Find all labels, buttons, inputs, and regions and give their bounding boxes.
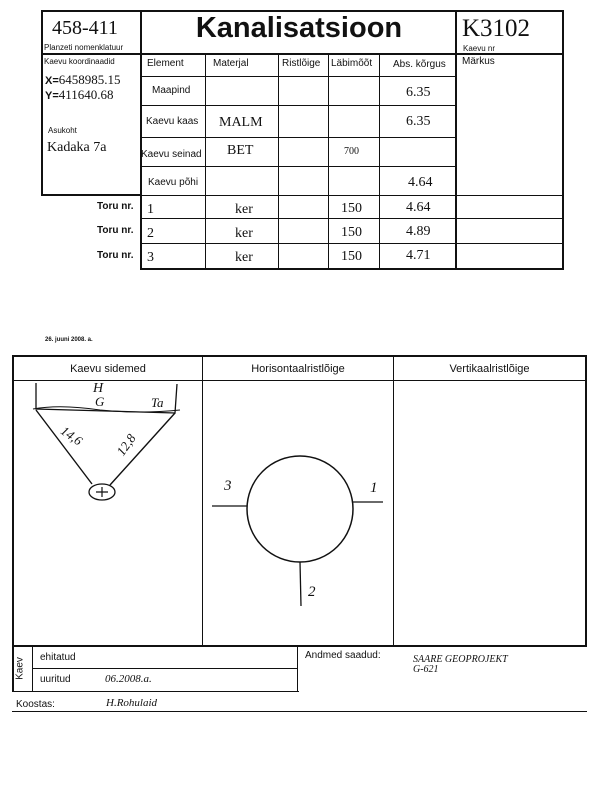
coord-x-value: 6458985.15 — [58, 72, 121, 87]
well-number-label: Kaevu nr — [463, 44, 496, 53]
data-from-label: Andmed saadud: — [305, 650, 381, 661]
pipe-label: Toru nr. — [97, 201, 134, 212]
hw-right-edge: 12,8 — [113, 431, 139, 459]
hw-h: H — [93, 381, 104, 396]
pipe-label: Toru nr. — [97, 250, 134, 261]
row-element: Maapind — [152, 85, 191, 96]
footer-side-label: Kaev — [14, 657, 26, 680]
data-from-value-2: G-621 — [413, 664, 439, 675]
hw-left-edge: 14,6 — [58, 422, 86, 449]
pipe-abs-height: 4.71 — [406, 248, 431, 263]
row-material: MALM — [219, 115, 263, 130]
row-element: Kaevu seinad — [141, 149, 202, 160]
pipe-diameter: 150 — [341, 225, 362, 240]
row-abs-height: 6.35 — [406, 114, 431, 129]
well-number: K3102 — [462, 15, 531, 42]
data-from-value-1: SAARE GEOPROJEKT — [413, 654, 508, 665]
date-line: 26. juuni 2008. a. — [45, 337, 93, 343]
pipe-diameter: 150 — [341, 201, 362, 216]
pipe-label: Toru nr. — [97, 225, 134, 236]
col-material: Materjal — [213, 58, 249, 69]
hw-g: G — [95, 394, 105, 409]
compiled-label: Koostas: — [16, 699, 55, 710]
col-abs-height: Abs. kõrgus — [393, 59, 446, 70]
col-diameter: Läbimõõt — [331, 58, 373, 69]
pipe-material: ker — [235, 250, 253, 265]
location-label: Asukoht — [48, 126, 77, 135]
coord-x-label: X= — [45, 75, 59, 87]
row-material: BET — [227, 143, 254, 158]
pipe-number: 1 — [147, 202, 154, 217]
hw-pipe-2: 2 — [308, 584, 316, 600]
row-diameter: 700 — [344, 146, 359, 157]
sketch-header-connections: Kaevu sidemed — [70, 363, 146, 375]
pipe-abs-height: 4.89 — [406, 224, 431, 239]
pipe-abs-height: 4.64 — [406, 200, 431, 215]
pipe-material: ker — [235, 202, 253, 217]
page-title: Kanalisatsioon — [195, 12, 403, 44]
nomenclature-value: 458-411 — [52, 17, 118, 39]
pipe-number: 3 — [147, 250, 154, 265]
coordinates-label: Kaevu koordinaadid — [44, 57, 115, 66]
surveyed-value: 06.2008.a. — [105, 673, 152, 685]
location-value: Kadaka 7a — [47, 140, 107, 155]
pipe-diameter: 150 — [341, 249, 362, 264]
sketch-header-vertical: Vertikaalristlõige — [449, 363, 530, 375]
row-element: Kaevu kaas — [146, 116, 199, 127]
row-element: Kaevu põhi — [148, 177, 199, 188]
col-element: Element — [147, 58, 184, 69]
sketch-header-horizontal: Horisontaalristlõige — [251, 363, 345, 375]
coord-y-label: Y= — [45, 90, 59, 102]
coord-y-value: 411640.68 — [58, 87, 114, 102]
hw-pipe-3: 3 — [224, 478, 232, 494]
built-label: ehitatud — [40, 652, 76, 663]
col-cross-section: Ristlõige — [282, 58, 321, 69]
row-abs-height: 4.64 — [408, 175, 433, 190]
pipe-material: ker — [235, 226, 253, 241]
pipe-number: 2 — [147, 226, 154, 241]
hw-pipe-1: 1 — [370, 480, 378, 496]
compiled-value: H.Rohulaid — [106, 697, 158, 709]
row-abs-height: 6.35 — [406, 85, 431, 100]
hw-ta: Ta — [151, 395, 164, 410]
surveyed-label: uuritud — [40, 674, 71, 685]
col-remarks: Märkus — [462, 56, 495, 67]
nomenclature-label: Planzeti nomenklatuur — [44, 43, 124, 52]
